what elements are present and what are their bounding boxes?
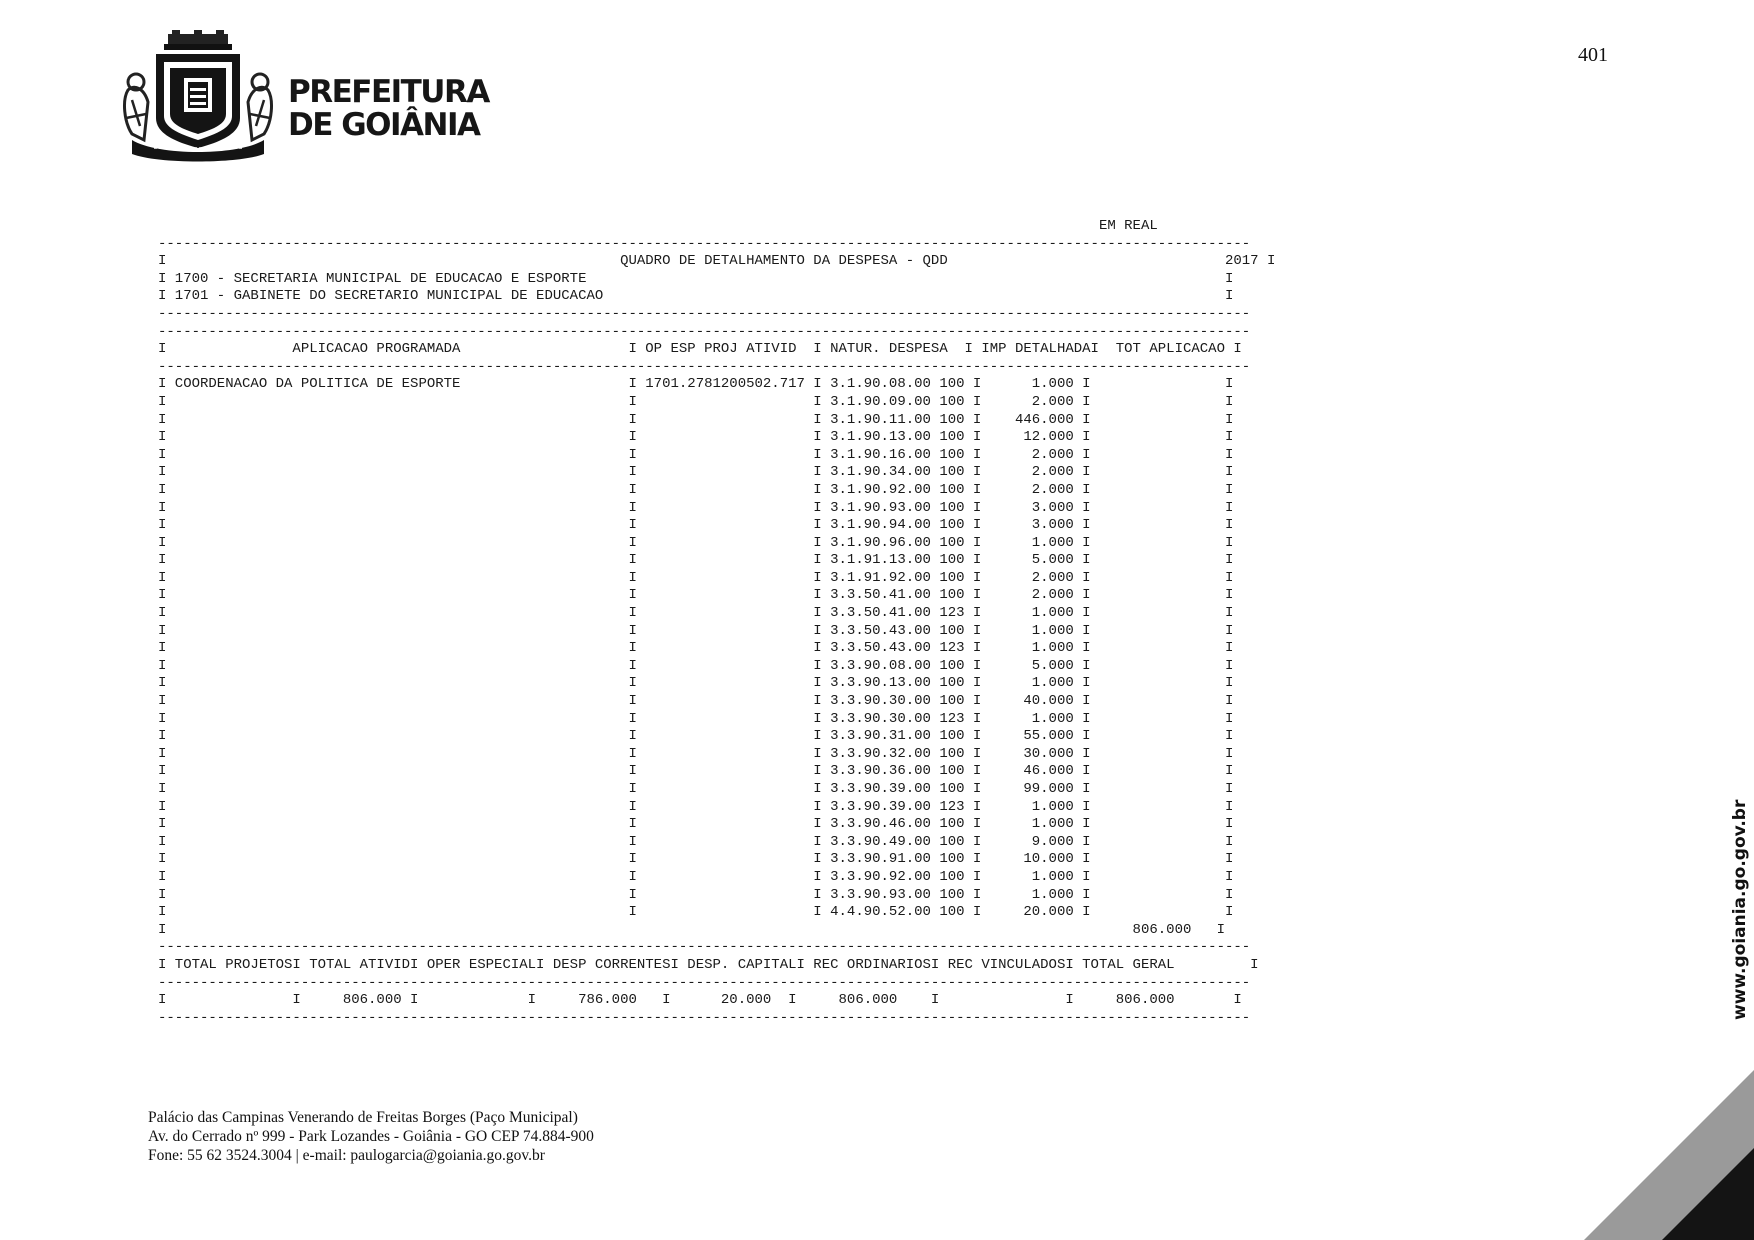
report-line: ---------------------------------------------------------------------------------------------------------------------------------- bbox=[158, 974, 1251, 991]
report-line: I QUADRO DE DETALHAMENTO DA DESPESA - QDD 2017 I bbox=[158, 253, 1276, 270]
report-line: I I I 3.3.90.39.00 100 I 99.000 I I bbox=[158, 781, 1234, 797]
report-line: I I I 3.3.90.92.00 100 I 1.000 I I bbox=[158, 868, 1234, 885]
report-line: I I I 3.1.90.09.00 100 I 2.000 I I bbox=[158, 393, 1234, 410]
report-line: I I I 3.3.50.43.00 123 I 1.000 I I bbox=[158, 640, 1234, 657]
report-line: ---------------------------------------------------------------------------------------------------------------------------------- bbox=[158, 1009, 1251, 1026]
report-line: I 806.000 I bbox=[158, 921, 1225, 938]
report-line: ---------------------------------------------------------------------------------------------------------------------------------- bbox=[158, 358, 1251, 375]
footer-line-1: Palácio das Campinas Venerando de Freitas Borges (Paço Municipal) bbox=[148, 1109, 578, 1126]
report-line: I I I 3.3.90.36.00 100 I 46.000 I I bbox=[158, 763, 1234, 780]
website-url: www.goiania.go.gov.br bbox=[1730, 799, 1750, 1020]
report-line: I I I 3.3.90.31.00 100 I 55.000 I I bbox=[158, 728, 1234, 745]
report-line: ---------------------------------------------------------------------------------------------------------------------------------- bbox=[158, 305, 1251, 322]
coat-of-arms-logo bbox=[118, 30, 278, 164]
report-line: I COORDENACAO DA POLITICA DE ESPORTE I 1701.2781200502.717 I 3.1.90.08.00 100 I 1.000 I I bbox=[158, 376, 1234, 393]
report-line: I I I 3.1.91.13.00 100 I 5.000 I I bbox=[158, 552, 1234, 569]
report-line: I I I 3.1.90.93.00 100 I 3.000 I I bbox=[158, 499, 1234, 516]
report-line: I I I 3.3.90.39.00 123 I 1.000 I I bbox=[158, 798, 1234, 815]
report-line: I I I 3.3.50.41.00 123 I 1.000 I I bbox=[158, 605, 1234, 622]
report-line: I I I 3.3.90.13.00 100 I 1.000 I I bbox=[158, 675, 1234, 692]
report-line: I I I 3.1.90.94.00 100 I 3.000 I I bbox=[158, 517, 1234, 534]
report-line: I I I 3.3.90.49.00 100 I 9.000 I I bbox=[158, 833, 1234, 850]
report-line: I I I 3.1.90.13.00 100 I 12.000 I I bbox=[158, 429, 1234, 446]
report-line: I I I 3.3.90.30.00 100 I 40.000 I I bbox=[158, 693, 1234, 710]
report-line: I I I 3.3.90.93.00 100 I 1.000 I I bbox=[158, 886, 1234, 903]
report-line: EM REAL bbox=[158, 218, 1158, 234]
brand-line-1: PREFEITURA bbox=[288, 74, 489, 110]
report-line: I I I 3.3.90.46.00 100 I 1.000 I I bbox=[158, 816, 1234, 833]
report-line: ---------------------------------------------------------------------------------------------------------------------------------- bbox=[158, 939, 1251, 956]
report-line: I I I 3.1.90.92.00 100 I 2.000 I I bbox=[158, 481, 1234, 498]
report-line: I APLICACAO PROGRAMADA I OP ESP PROJ ATIVID I NATUR. DESPESA I IMP DETALHADAI TOT APLICACAO I bbox=[158, 341, 1242, 358]
report-line: I I I 3.3.50.41.00 100 I 2.000 I I bbox=[158, 587, 1234, 604]
report-line: I I I 3.3.90.08.00 100 I 5.000 I I bbox=[158, 657, 1234, 674]
report-line: I I I 3.3.90.30.00 123 I 1.000 I I bbox=[158, 710, 1234, 727]
report-line: I I I 3.3.90.32.00 100 I 30.000 I I bbox=[158, 745, 1234, 762]
brand-wordmark bbox=[288, 76, 489, 142]
qdd-report-printout bbox=[158, 218, 1275, 1027]
report-line: I I I 3.3.90.91.00 100 I 10.000 I I bbox=[158, 851, 1234, 868]
report-line: I I I 3.3.50.43.00 100 I 1.000 I I bbox=[158, 622, 1234, 639]
report-line: I I I 3.1.91.92.00 100 I 2.000 I I bbox=[158, 569, 1234, 586]
report-line: I 1701 - GABINETE DO SECRETARIO MUNICIPAL DE EDUCACAO I bbox=[158, 288, 1234, 305]
brand-line-2: DE GOIÂNIA bbox=[288, 107, 480, 143]
report-line: I I I 3.1.90.16.00 100 I 2.000 I I bbox=[158, 446, 1234, 463]
address-footer bbox=[148, 1108, 594, 1165]
footer-line-2: Av. do Cerrado nº 999 - Park Lozandes - Goiânia - GO CEP 74.884-900 bbox=[148, 1128, 594, 1145]
report-line: I I I 4.4.90.52.00 100 I 20.000 I I bbox=[158, 904, 1234, 921]
report-line: I I 806.000 I I 786.000 I 20.000 I 806.000 I I 806.000 I bbox=[158, 992, 1242, 1009]
report-line: I I I 3.1.90.96.00 100 I 1.000 I I bbox=[158, 534, 1234, 551]
report-line: I TOTAL PROJETOSI TOTAL ATIVIDI OPER ESPECIALI DESP CORRENTESI DESP. CAPITALI REC ORDINARIOSI REC VINCULADOSI TOTAL GERAL I bbox=[158, 956, 1259, 973]
report-line: ---------------------------------------------------------------------------------------------------------------------------------- bbox=[158, 235, 1251, 252]
report-line: I 1700 - SECRETARIA MUNICIPAL DE EDUCACAO E ESPORTE I bbox=[158, 270, 1234, 287]
report-line: ---------------------------------------------------------------------------------------------------------------------------------- bbox=[158, 323, 1251, 340]
corner-decoration bbox=[1584, 1070, 1754, 1240]
footer-line-3: Fone: 55 62 3524.3004 | e-mail: paulogarcia@goiania.go.gov.br bbox=[148, 1147, 545, 1164]
report-line: I I I 3.1.90.34.00 100 I 2.000 I I bbox=[158, 464, 1234, 481]
report-line: I I I 3.1.90.11.00 100 I 446.000 I I bbox=[158, 411, 1234, 428]
page-number: 401 bbox=[1578, 44, 1608, 66]
